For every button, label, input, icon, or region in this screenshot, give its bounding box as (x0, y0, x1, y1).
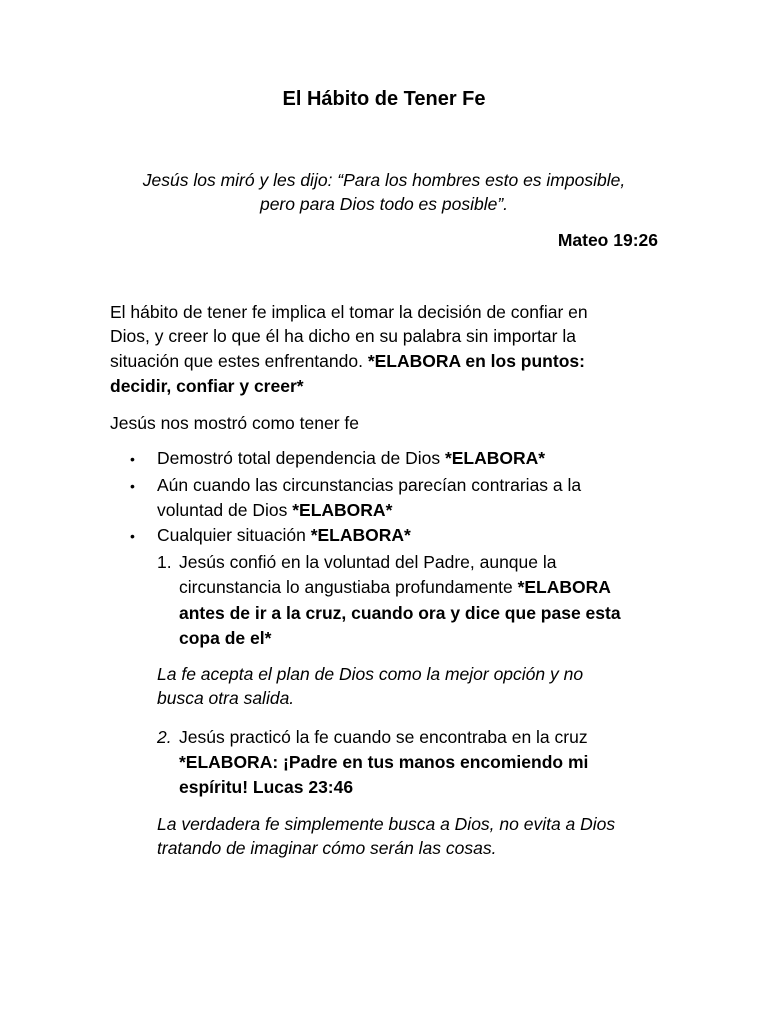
bullet-marker: • (130, 451, 135, 467)
numbered-item-1-emphasis-cont: antes de ir a la cruz, cuando ora y dice que pase esta (179, 603, 621, 623)
intro-line-4-emphasis: decidir, confiar y creer* (110, 376, 304, 396)
bullet-marker: • (130, 528, 135, 544)
intro-line-4 (110, 374, 304, 398)
bullet-item-1-text: Demostró total dependencia de Dios (157, 448, 445, 468)
bullet-item-1 (157, 448, 545, 469)
intro-line-3-text: situación que estes enfrentando. (110, 351, 368, 371)
intro-line-3 (110, 349, 585, 373)
intro-line-2: Dios, y creer lo que él ha dicho en su palabra sin importar la (110, 326, 576, 346)
numbered-item-1-line-4 (179, 628, 271, 649)
numbered-item-1-line-2 (179, 577, 611, 598)
bullet-item-3-emphasis: *ELABORA* (310, 525, 411, 545)
faith-note-1-line-1: La fe acepta el plan de Dios como la mejor opción y no (157, 664, 584, 684)
lead-sentence: Jesús nos mostró como tener fe (110, 413, 359, 433)
numbered-item-1-line-3 (179, 603, 621, 624)
numbered-item-2-line-1: Jesús practicó la fe cuando se encontraba en la cruz (179, 727, 588, 747)
scripture-quote-line-1: Jesús los miró y les dijo: “Para los hombres esto es imposible, (142, 170, 626, 190)
bullet-item-2-text: voluntad de Dios (157, 500, 293, 520)
bullet-item-1-emphasis: *ELABORA* (444, 448, 546, 468)
bullet-item-2-emphasis: *ELABORA* (292, 500, 393, 520)
numbered-item-2-number: 2. (157, 727, 172, 747)
bullet-item-2-line-2 (157, 500, 392, 521)
bullet-item-3 (157, 525, 411, 546)
scripture-reference: Mateo 19:26 (557, 230, 658, 250)
faith-note-2-line-2: tratando de imaginar cómo serán las cosas. (157, 838, 497, 858)
numbered-item-1-text: circunstancia lo angustiaba profundamente (179, 577, 518, 597)
bullet-item-2-line-1: Aún cuando las circunstancias parecían contrarias a la (157, 475, 582, 495)
numbered-item-1-line-1: Jesús confió en la voluntad del Padre, aunque la (179, 552, 557, 572)
faith-note-2-line-1: La verdadera fe simplemente busca a Dios, no evita a Dios (157, 814, 616, 834)
intro-line-3-emphasis: *ELABORA en los puntos: (367, 351, 585, 371)
numbered-item-2-emphasis: *ELABORA: ¡Padre en tus manos encomiendo mi (179, 752, 589, 772)
numbered-item-1-number: 1. (157, 552, 172, 572)
numbered-item-1-emphasis-end: copa de el* (179, 628, 272, 648)
numbered-item-2-emphasis-end: espíritu! Lucas 23:46 (179, 777, 354, 797)
bullet-item-3-text: Cualquier situación (157, 525, 311, 545)
page-title: El Hábito de Tener Fe (282, 88, 486, 110)
bullet-marker: • (130, 478, 135, 494)
numbered-item-2-line-2 (179, 752, 588, 773)
numbered-item-1-emphasis: *ELABORA (517, 577, 611, 597)
scripture-quote-line-2: pero para Dios todo es posible”. (259, 194, 509, 214)
intro-line-1: El hábito de tener fe implica el tomar la decisión de confiar en (110, 302, 588, 322)
numbered-item-2-line-3 (179, 777, 353, 798)
faith-note-1-line-2: busca otra salida. (157, 688, 295, 708)
